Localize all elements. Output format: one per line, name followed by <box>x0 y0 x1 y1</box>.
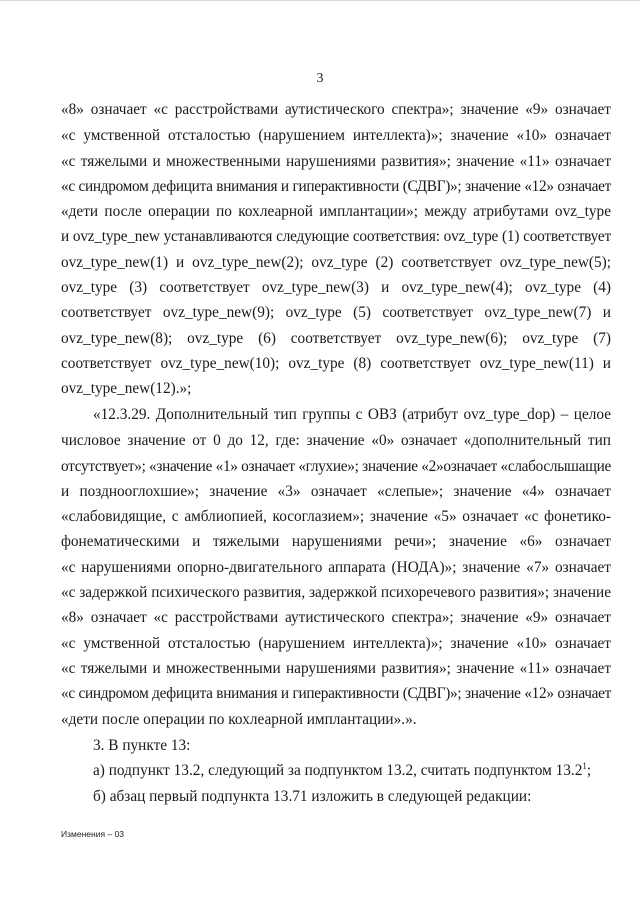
text-line: фонематическими и тяжелыми нарушениями речи»; значение «6» означает <box>61 533 611 550</box>
text-line: «12.3.29. Дополнительный тип группы с ОВЗ (атрибут ovz_type_dop) – целое <box>93 406 611 423</box>
text-line: «с нарушениями опорно-двигательного аппарата (НОДА)»; значение «7» означает <box>61 559 611 576</box>
text-line: ovz_type_new(1) и ovz_type_new(2); ovz_type (2) соответствует ovz_type_new(5); <box>61 254 611 271</box>
page-footer: Изменения – 03 <box>61 829 124 839</box>
text-line: «дети после операции по кохлеарной имплантации»; между атрибутами ovz_type <box>61 203 611 220</box>
text-line: «с умственной отсталостью (нарушением интеллекта)»; значение «10» означает <box>61 127 611 144</box>
page-top-edge <box>0 0 640 1</box>
text-line: ovz_type (3) соответствует ovz_type_new(3) и ovz_type_new(4); ovz_type (4) <box>61 279 611 296</box>
text-line: соответствует ovz_type_new(10); ovz_type (8) соответствует ovz_type_new(11) и <box>61 355 611 372</box>
text-line: и ovz_type_new устанавливаются следующие соответствия: ovz_type (1) соответствует <box>61 228 611 245</box>
text-line: ovz_type_new(12).»; <box>61 380 192 397</box>
text-line: отсутствует»; «значение «1» означает «глухие»; значение «2»означает «слабослышащие <box>61 458 611 475</box>
text-line: б) абзац первый подпункта 13.71 изложить в следующей редакции: <box>93 788 532 805</box>
text-line: «с умственной отсталостью (нарушением интеллекта)»; значение «10» означает <box>61 635 611 652</box>
text-line: ovz_type_new(8); ovz_type (6) соответствует ovz_type_new(6); ovz_type (7) <box>61 330 611 347</box>
text-line: «слабовидящие, с амблиопией, косоглазием»; значение «5» означает «с фонетико- <box>61 508 611 525</box>
text-line: «с тяжелыми и множественными нарушениями развития»; значение «11» означает <box>61 153 611 170</box>
text-line: 3. В пункте 13: <box>93 737 191 754</box>
text-line: «8» означает «с расстройствами аутистического спектра»; значение «9» означает <box>61 609 611 626</box>
text-line: «с задержкой психического развития, задержкой психоречевого развития»; значение <box>61 584 612 601</box>
text-line: «с тяжелыми и множественными нарушениями развития»; значение «11» означает <box>61 660 611 677</box>
text-line: «с синдромом дефицита внимания и гиперактивности (СДВГ)»; значение «12» означает <box>61 178 611 195</box>
superscript: 1 <box>582 761 587 771</box>
text-line: «8» означает «с расстройствами аутистического спектра»; значение «9» означает <box>61 101 611 118</box>
text-run: ; <box>586 762 592 779</box>
text-line: соответствует ovz_type_new(9); ovz_type (5) соответствует ovz_type_new(7) и <box>61 304 611 321</box>
text-run: а) подпункт 13.2, следующий за подпунктом 13.2, считать подпунктом 13.2 <box>93 762 583 779</box>
text-line: «с синдромом дефицита внимания и гиперактивности (СДВГ)»; значение «12» означает <box>61 685 611 702</box>
text-line: «дети после операции по кохлеарной имплантации».». <box>61 711 417 728</box>
text-line: и позднооглохшие»; значение «3» означает «слепые»; значение «4» означает <box>61 483 611 500</box>
page-number: 3 <box>316 71 324 86</box>
text-line: числовое значение от 0 до 12, где: значение «0» означает «дополнительный тип <box>61 432 611 449</box>
text-line <box>93 761 611 781</box>
